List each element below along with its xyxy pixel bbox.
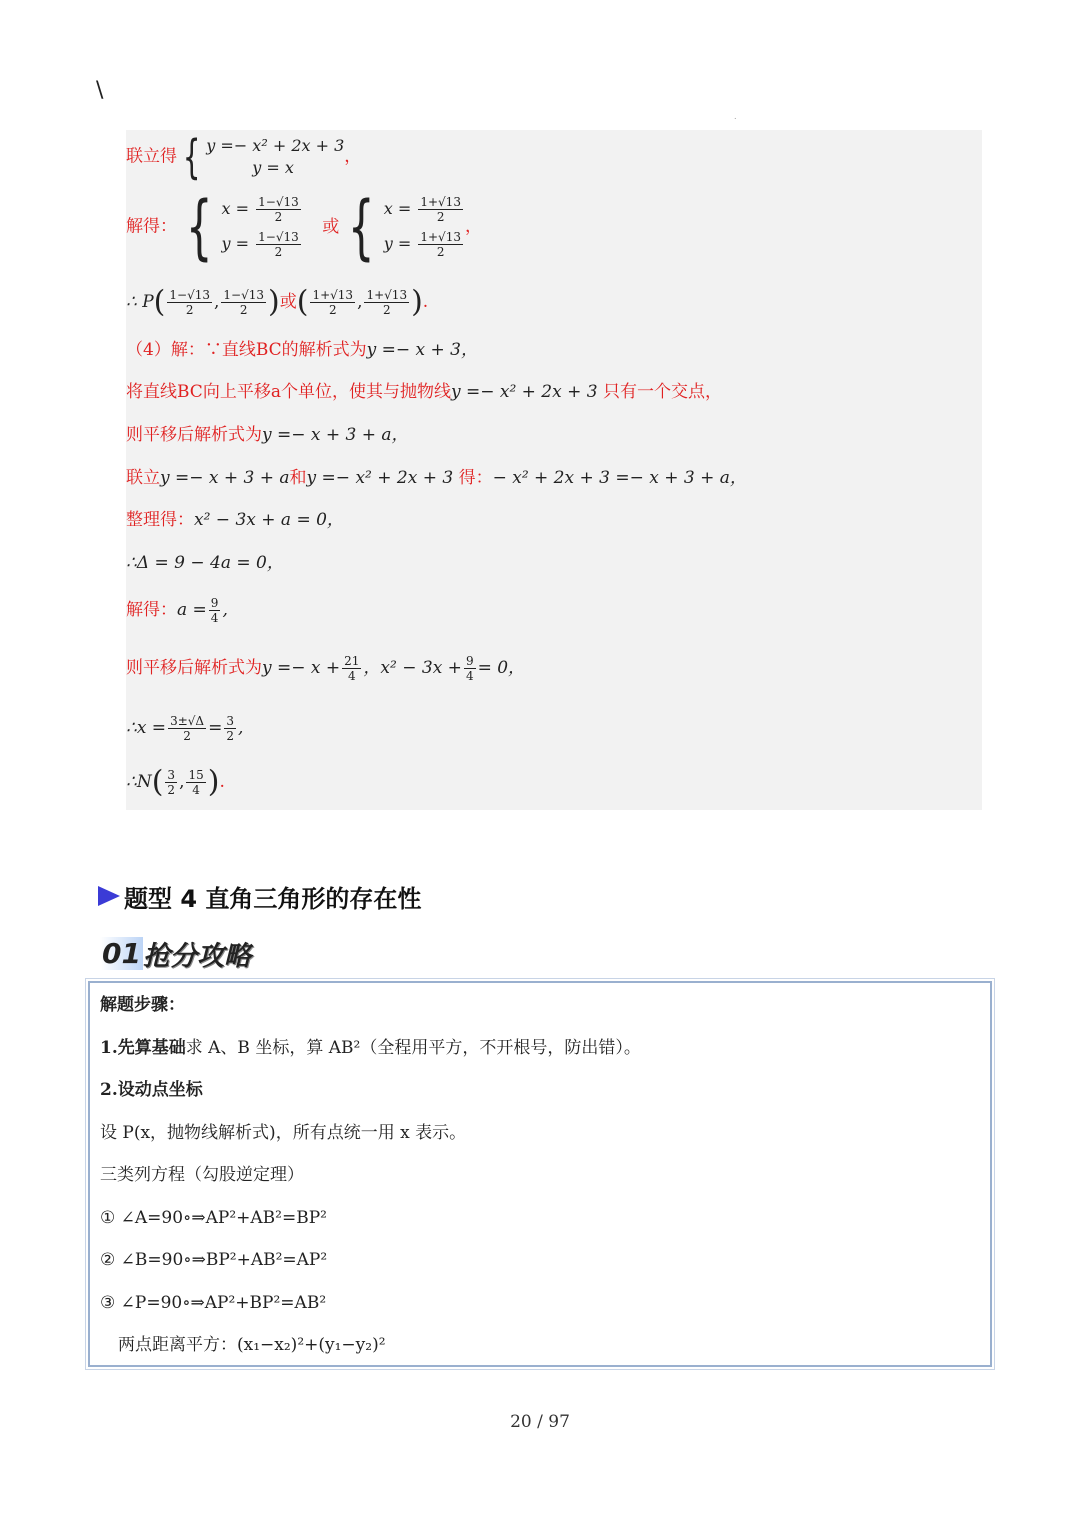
solution-line-11: 则平移后解析式为y =− x + $\frac{21}{4}$ ，x² − 3x + $\frac{9}{4}$ = 0， bbox=[126, 654, 526, 683]
box-step-3: 三类列方程（勾股逆定理） bbox=[100, 1165, 304, 1185]
brace: { bbox=[182, 130, 201, 184]
box-step-1: 1.先算基础求 A、B 坐标，算 AB²（全程用平方，不开根号，防出错）。 bbox=[100, 1038, 641, 1058]
box-distance: 两点距离平方：(x₁−x₂)²+(y₁−y₂)² bbox=[118, 1335, 386, 1355]
strategy-box bbox=[88, 981, 992, 1367]
solution-line-10: 解得：a = $\frac{9}{4}$ , bbox=[126, 596, 228, 625]
section-heading: 题型 4 直角三角形的存在性 bbox=[98, 878, 421, 914]
corner-mark: \ bbox=[96, 78, 104, 103]
box-case-3: ③ ∠P=90∘⇒AP²+BP²=AB² bbox=[100, 1293, 327, 1313]
solution-line-2: 解得： { x = $\frac{1-√13}{2}$ y = $\frac{1-√13}{2}$ 或 { x = $\frac{1+√13}{2}$ y = $\frac{1+√13}{2}$ ， bbox=[126, 186, 482, 268]
solution-line-7: 联立y =− x + 3 + a和y =− x² + 2x + 3 得：− x² + 2x + 3 =− x + 3 + a， bbox=[126, 468, 747, 488]
box-case-2: ② ∠B=90∘⇒BP²+AB²=AP² bbox=[100, 1250, 328, 1270]
stray-dot: . bbox=[734, 112, 737, 121]
solution-line-5: 将直线BC向上平移a个单位，使其与抛物线y =− x² + 2x + 3 只有一个交点， bbox=[126, 382, 722, 402]
page-number: 20 / 97 bbox=[510, 1412, 570, 1432]
play-arrow-icon bbox=[98, 886, 120, 906]
solution-block bbox=[126, 130, 982, 810]
solution-line-1: 联立得 { y =− x² + 2x + 3 y = x ， bbox=[126, 130, 362, 184]
box-step-2-text: 设 P(x，抛物线解析式)，所有点统一用 x 表示。 bbox=[100, 1123, 467, 1143]
box-step-2: 2.设动点坐标 bbox=[100, 1080, 203, 1100]
solution-line-3: ∴ P( $\frac{1-√13}{2}$ , $\frac{1-√13}{2}$ )或( $\frac{1+√13}{2}$ , $\frac{1+√13}{2}$ ). bbox=[126, 284, 429, 320]
solution-line-12: ∴x = $\frac{3\pm√\Delta}{2}$ = $\frac{3}{2}$ , bbox=[126, 714, 244, 743]
solution-line-8: 整理得：x² − 3x + a = 0， bbox=[126, 510, 344, 530]
solution-line-4: （4）解：∵直线BC的解析式为y =− x + 3， bbox=[126, 340, 478, 360]
section-badge: 01 抢分攻略 bbox=[102, 936, 251, 972]
solution-line-9: ∴Δ = 9 − 4a = 0， bbox=[126, 553, 284, 573]
box-case-1: ① ∠A=90∘⇒AP²+AB²=BP² bbox=[100, 1208, 327, 1228]
solution-line-13: ∴N( $\frac{3}{2}$ , $\frac{15}{4}$ ). bbox=[126, 764, 225, 800]
solution-line-6: 则平移后解析式为y =− x + 3 + a， bbox=[126, 425, 409, 445]
box-title: 解题步骤： bbox=[100, 995, 185, 1015]
